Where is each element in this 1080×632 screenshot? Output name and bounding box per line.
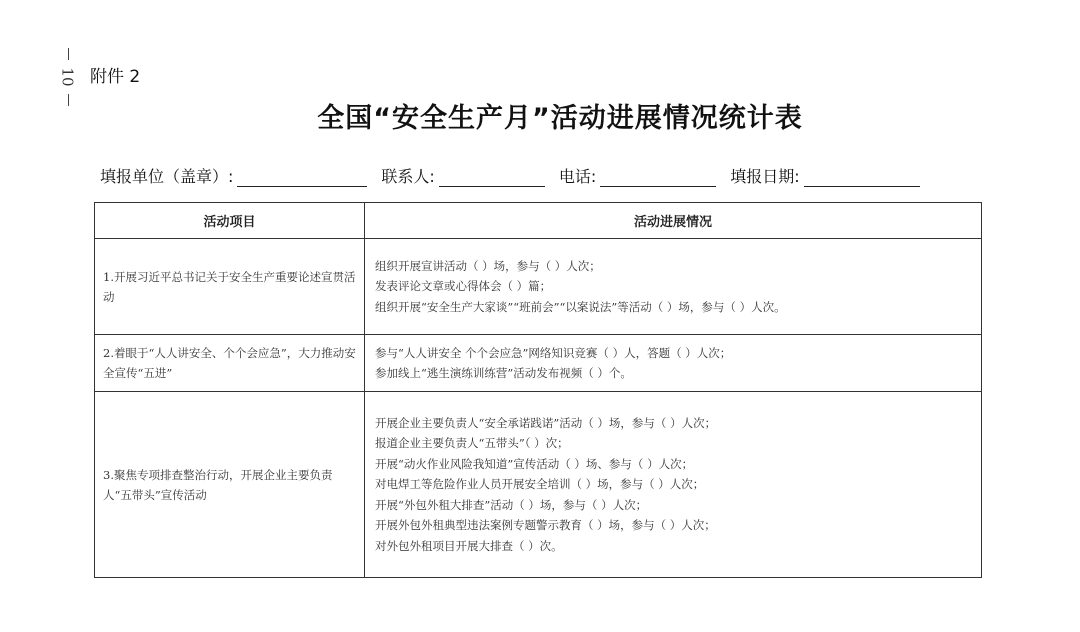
form-header bbox=[100, 164, 980, 187]
statistics-table bbox=[94, 202, 982, 578]
progress-item: 开展企业主要负责人“安全承诺践诺”活动（ ）场，参与（ ）人次； bbox=[375, 415, 717, 430]
page-number-text: 10 bbox=[59, 67, 77, 87]
attachment-label: 附件 2 bbox=[90, 67, 141, 87]
progress-item: 组织开展“安全生产大家谈”“班前会”“以案说法”等活动（ ）场，参与（ ）人次。 bbox=[375, 299, 786, 314]
project-cell: 3.聚焦专项排查整治行动，开展企业主要负责人“五带头”宣传活动 bbox=[95, 392, 365, 578]
header-activity-project: 活动项目 bbox=[95, 203, 365, 239]
document-title: 全国“安全生产月”活动进展情况统计表 bbox=[317, 103, 803, 134]
field-label-date: 填报日期: bbox=[730, 167, 800, 186]
field-label-phone: 电话: bbox=[558, 167, 597, 186]
progress-item: 报道企业主要负责人“五带头”（ ）次； bbox=[375, 436, 569, 451]
progress-item: 参与“人人讲安全 个个会应急”网络知识竞赛（ ）人，答题（ ）人次； bbox=[375, 345, 732, 360]
progress-cell bbox=[365, 239, 982, 335]
field-blank-unit bbox=[237, 168, 367, 187]
progress-item: 发表评论文章或心得体会（ ）篇； bbox=[375, 279, 552, 294]
field-label-unit: 填报单位（盖章）: bbox=[100, 167, 234, 186]
page-number-dash-top bbox=[68, 48, 69, 60]
project-cell: 1.开展习近平总书记关于安全生产重要论述宣贯活动 bbox=[95, 239, 365, 335]
table-row bbox=[95, 392, 982, 578]
field-label-contact: 联系人: bbox=[381, 167, 435, 186]
table-row bbox=[95, 335, 982, 392]
progress-item: 对外包外租项目开展大排查（ ）次。 bbox=[375, 538, 563, 553]
header-activity-progress: 活动进展情况 bbox=[365, 203, 982, 239]
progress-item: 开展外包外租典型违法案例专题警示教育（ ）场，参与（ ）人次； bbox=[375, 518, 716, 533]
field-blank-phone bbox=[600, 168, 716, 187]
progress-item: 组织开展宣讲活动（ ）场，参与（ ）人次； bbox=[375, 258, 601, 273]
table-row bbox=[95, 239, 982, 335]
field-blank-contact bbox=[439, 168, 545, 187]
progress-cell bbox=[365, 335, 982, 392]
project-cell: 2.着眼于“人人讲安全、个个会应急”，大力推动安全宣传“五进” bbox=[95, 335, 365, 392]
progress-item: 参加线上“逃生演练训练营”活动发布视频（ ）个。 bbox=[375, 366, 632, 380]
progress-item: 开展“动火作业风险我知道”宣传活动（ ）场、参与（ ）人次； bbox=[375, 456, 694, 471]
table-header-row bbox=[95, 203, 982, 239]
progress-cell bbox=[365, 392, 982, 578]
progress-item: 开展“外包外租大排查”活动（ ）场，参与（ ）人次； bbox=[375, 497, 648, 512]
field-blank-date bbox=[804, 168, 920, 187]
progress-item: 对电焊工等危险作业人员开展安全培训（ ）场，参与（ ）人次； bbox=[375, 477, 705, 492]
